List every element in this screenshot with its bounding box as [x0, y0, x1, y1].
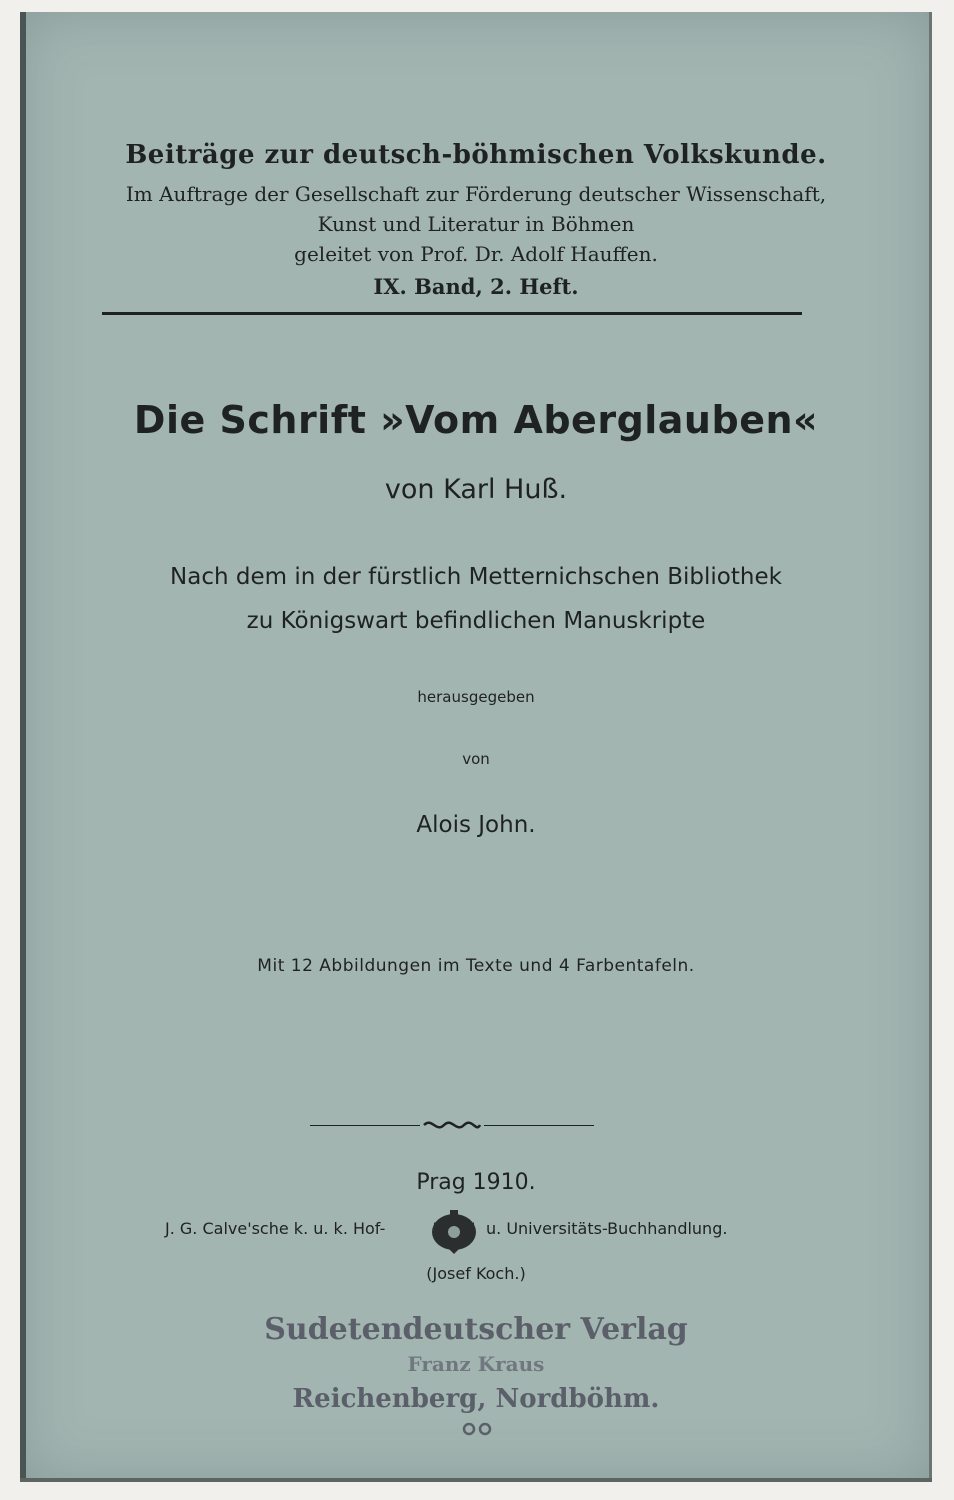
series-line-3: geleitet von Prof. Dr. Adolf Hauffen.	[294, 242, 658, 266]
work-title: Die Schrift »Vom Aberglauben«	[133, 398, 819, 442]
proprietor: (Josef Koch.)	[426, 1264, 526, 1283]
by-label: von	[462, 750, 490, 768]
series-volume: IX. Band, 2. Heft.	[373, 274, 579, 299]
stamp-line-2: Franz Kraus	[407, 1352, 545, 1376]
source-line-2: zu Königswart befindlichen Manuskripte	[246, 608, 706, 634]
place-year: Prag 1910.	[416, 1170, 536, 1195]
ornament-line-right	[484, 1125, 594, 1126]
source-line-1: Nach dem in der fürstlich Metternichschen Bibliothek	[170, 564, 782, 590]
publisher-left: J. G. Calve'sche k. u. k. Hof-	[165, 1219, 386, 1238]
work-author: von Karl Huß.	[384, 474, 568, 505]
page-edge-bottom	[20, 1478, 932, 1482]
stamp-line-1: Sudetendeutscher Verlag	[264, 1312, 688, 1347]
stamp-line-3: Reichenberg, Nordböhm.	[292, 1384, 660, 1414]
header-rule	[102, 312, 802, 315]
title-page	[20, 12, 932, 1482]
series-title: Beiträge zur deutsch-böhmischen Volkskunde.	[125, 140, 827, 170]
series-line-1: Im Auftrage der Gesellschaft zur Förderung deutscher Wissenschaft,	[125, 182, 827, 206]
stamp-ornament-icon	[460, 1422, 494, 1436]
edited-label: herausgegeben	[417, 688, 535, 706]
ornament-line-left	[310, 1125, 420, 1126]
series-line-2: Kunst und Literatur in Böhmen	[317, 212, 635, 236]
illustrations-note: Mit 12 Abbildungen im Texte und 4 Farbentafeln.	[257, 956, 695, 976]
editor-name: Alois John.	[416, 812, 536, 838]
ornament-icon	[422, 1117, 482, 1133]
imperial-eagle-icon	[428, 1208, 480, 1254]
publisher-right: u. Universitäts-Buchhandlung.	[486, 1219, 728, 1238]
